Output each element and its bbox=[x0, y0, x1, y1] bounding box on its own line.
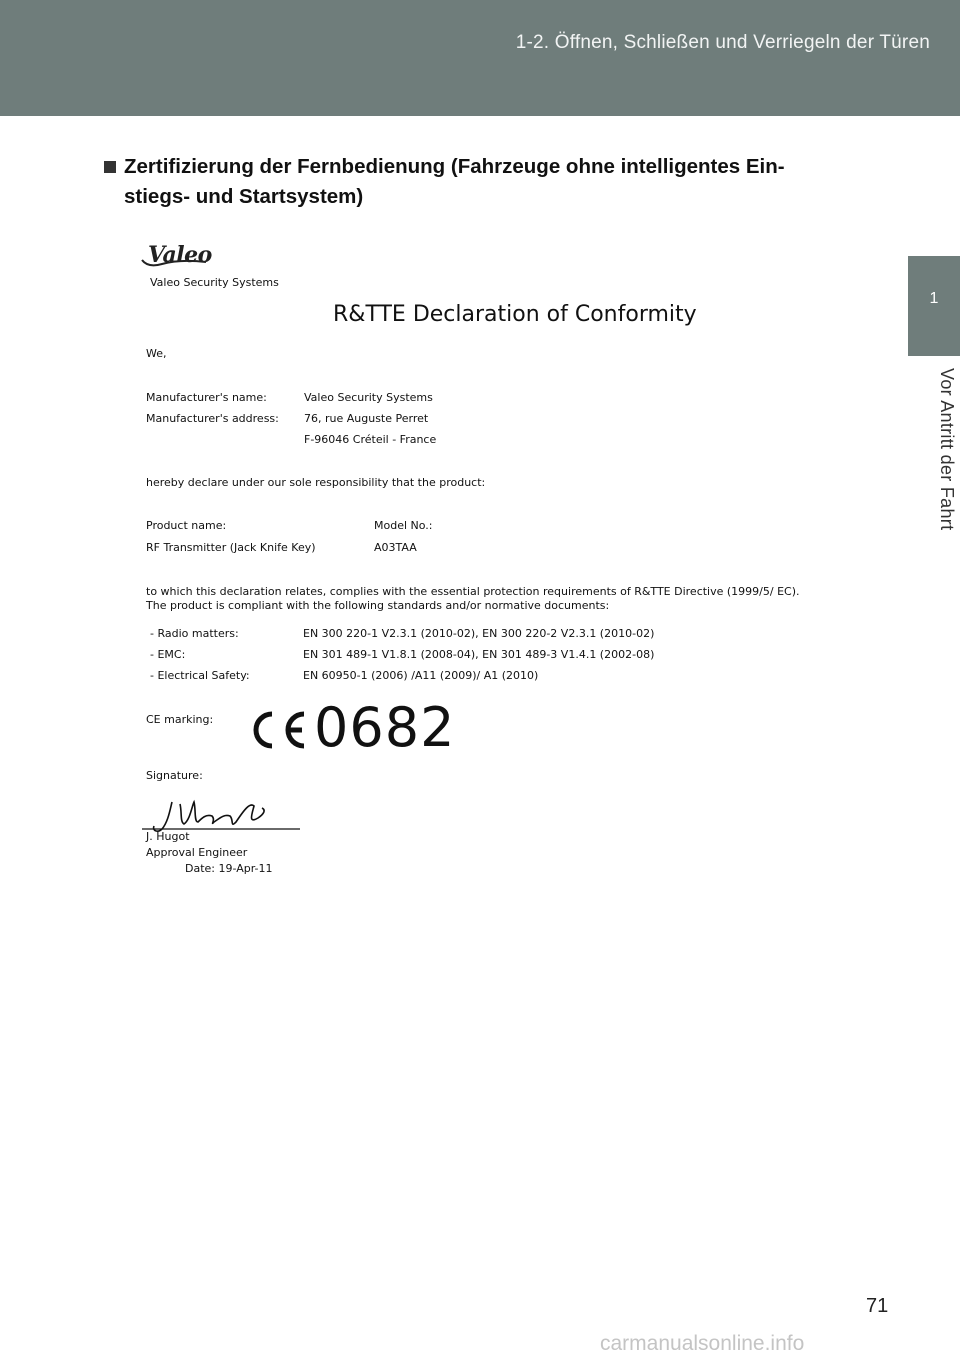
manufacturer-name-value: Valeo Security Systems bbox=[304, 391, 433, 404]
ce-notified-body-number: 0682 bbox=[314, 696, 456, 759]
address-line2: F-96046 Créteil - France bbox=[304, 433, 437, 446]
signer-title: Approval Engineer bbox=[146, 846, 248, 859]
manufacturer-name-label: Manufacturer's name: bbox=[146, 391, 267, 404]
standard-label: - EMC: bbox=[150, 648, 186, 661]
section-heading-line2: stiegs- und Startsystem) bbox=[124, 185, 364, 208]
model-no-label: Model No.: bbox=[374, 519, 433, 532]
signer-name: J. Hugot bbox=[146, 830, 190, 843]
site-watermark: carmanualsonline.info bbox=[600, 1332, 805, 1355]
page-number: 71 bbox=[866, 1295, 889, 1317]
product-name-label: Product name: bbox=[146, 519, 227, 532]
signature-label: Signature: bbox=[146, 769, 203, 782]
product-name-value: RF Transmitter (Jack Knife Key) bbox=[146, 541, 316, 554]
valeo-logo: Valeo bbox=[148, 242, 212, 268]
chapter-number: 1 bbox=[929, 290, 939, 307]
declaration-title: R&TTE Declaration of Conformity bbox=[333, 302, 697, 327]
standard-value: EN 300 220-1 V2.3.1 (2010-02), EN 300 220-2 V2.3.1 (2010-02) bbox=[303, 627, 655, 640]
standard-label: - Radio matters: bbox=[150, 627, 239, 640]
ce-marking-label: CE marking: bbox=[146, 713, 214, 726]
manufacturer-address-label: Manufacturer's address: bbox=[146, 412, 279, 425]
ce-mark-icon bbox=[244, 708, 308, 752]
running-header-title: 1-2. Öffnen, Schließen und Verriegeln der Türen bbox=[515, 32, 930, 53]
we-text: We, bbox=[146, 347, 167, 360]
section-heading-line1: Zertifizierung der Fernbedienung (Fahrzeuge ohne intelligentes Ein- bbox=[124, 155, 785, 178]
address-line1: 76, rue Auguste Perret bbox=[304, 412, 429, 425]
signature-date: Date: 19-Apr-11 bbox=[185, 862, 273, 875]
company-tagline: Valeo Security Systems bbox=[150, 276, 279, 289]
standard-value: EN 60950-1 (2006) /A11 (2009)/ A1 (2010) bbox=[303, 669, 539, 682]
standard-label: - Electrical Safety: bbox=[150, 669, 250, 682]
declare-statement: hereby declare under our sole responsibility that the product: bbox=[146, 476, 486, 489]
model-no-value: A03TAA bbox=[374, 541, 417, 554]
compliance-line1: to which this declaration relates, complies with the essential protection requirements of R&TTE Directive (1999/5/ EC). bbox=[146, 585, 800, 598]
chapter-label: Vor Antritt der Fahrt bbox=[937, 368, 957, 531]
valeo-swoosh-icon bbox=[140, 256, 210, 270]
compliance-line2: The product is compliant with the following standards and/or normative documents: bbox=[146, 599, 610, 612]
standard-value: EN 301 489-1 V1.8.1 (2008-04), EN 301 489-3 V1.4.1 (2002-08) bbox=[303, 648, 655, 661]
